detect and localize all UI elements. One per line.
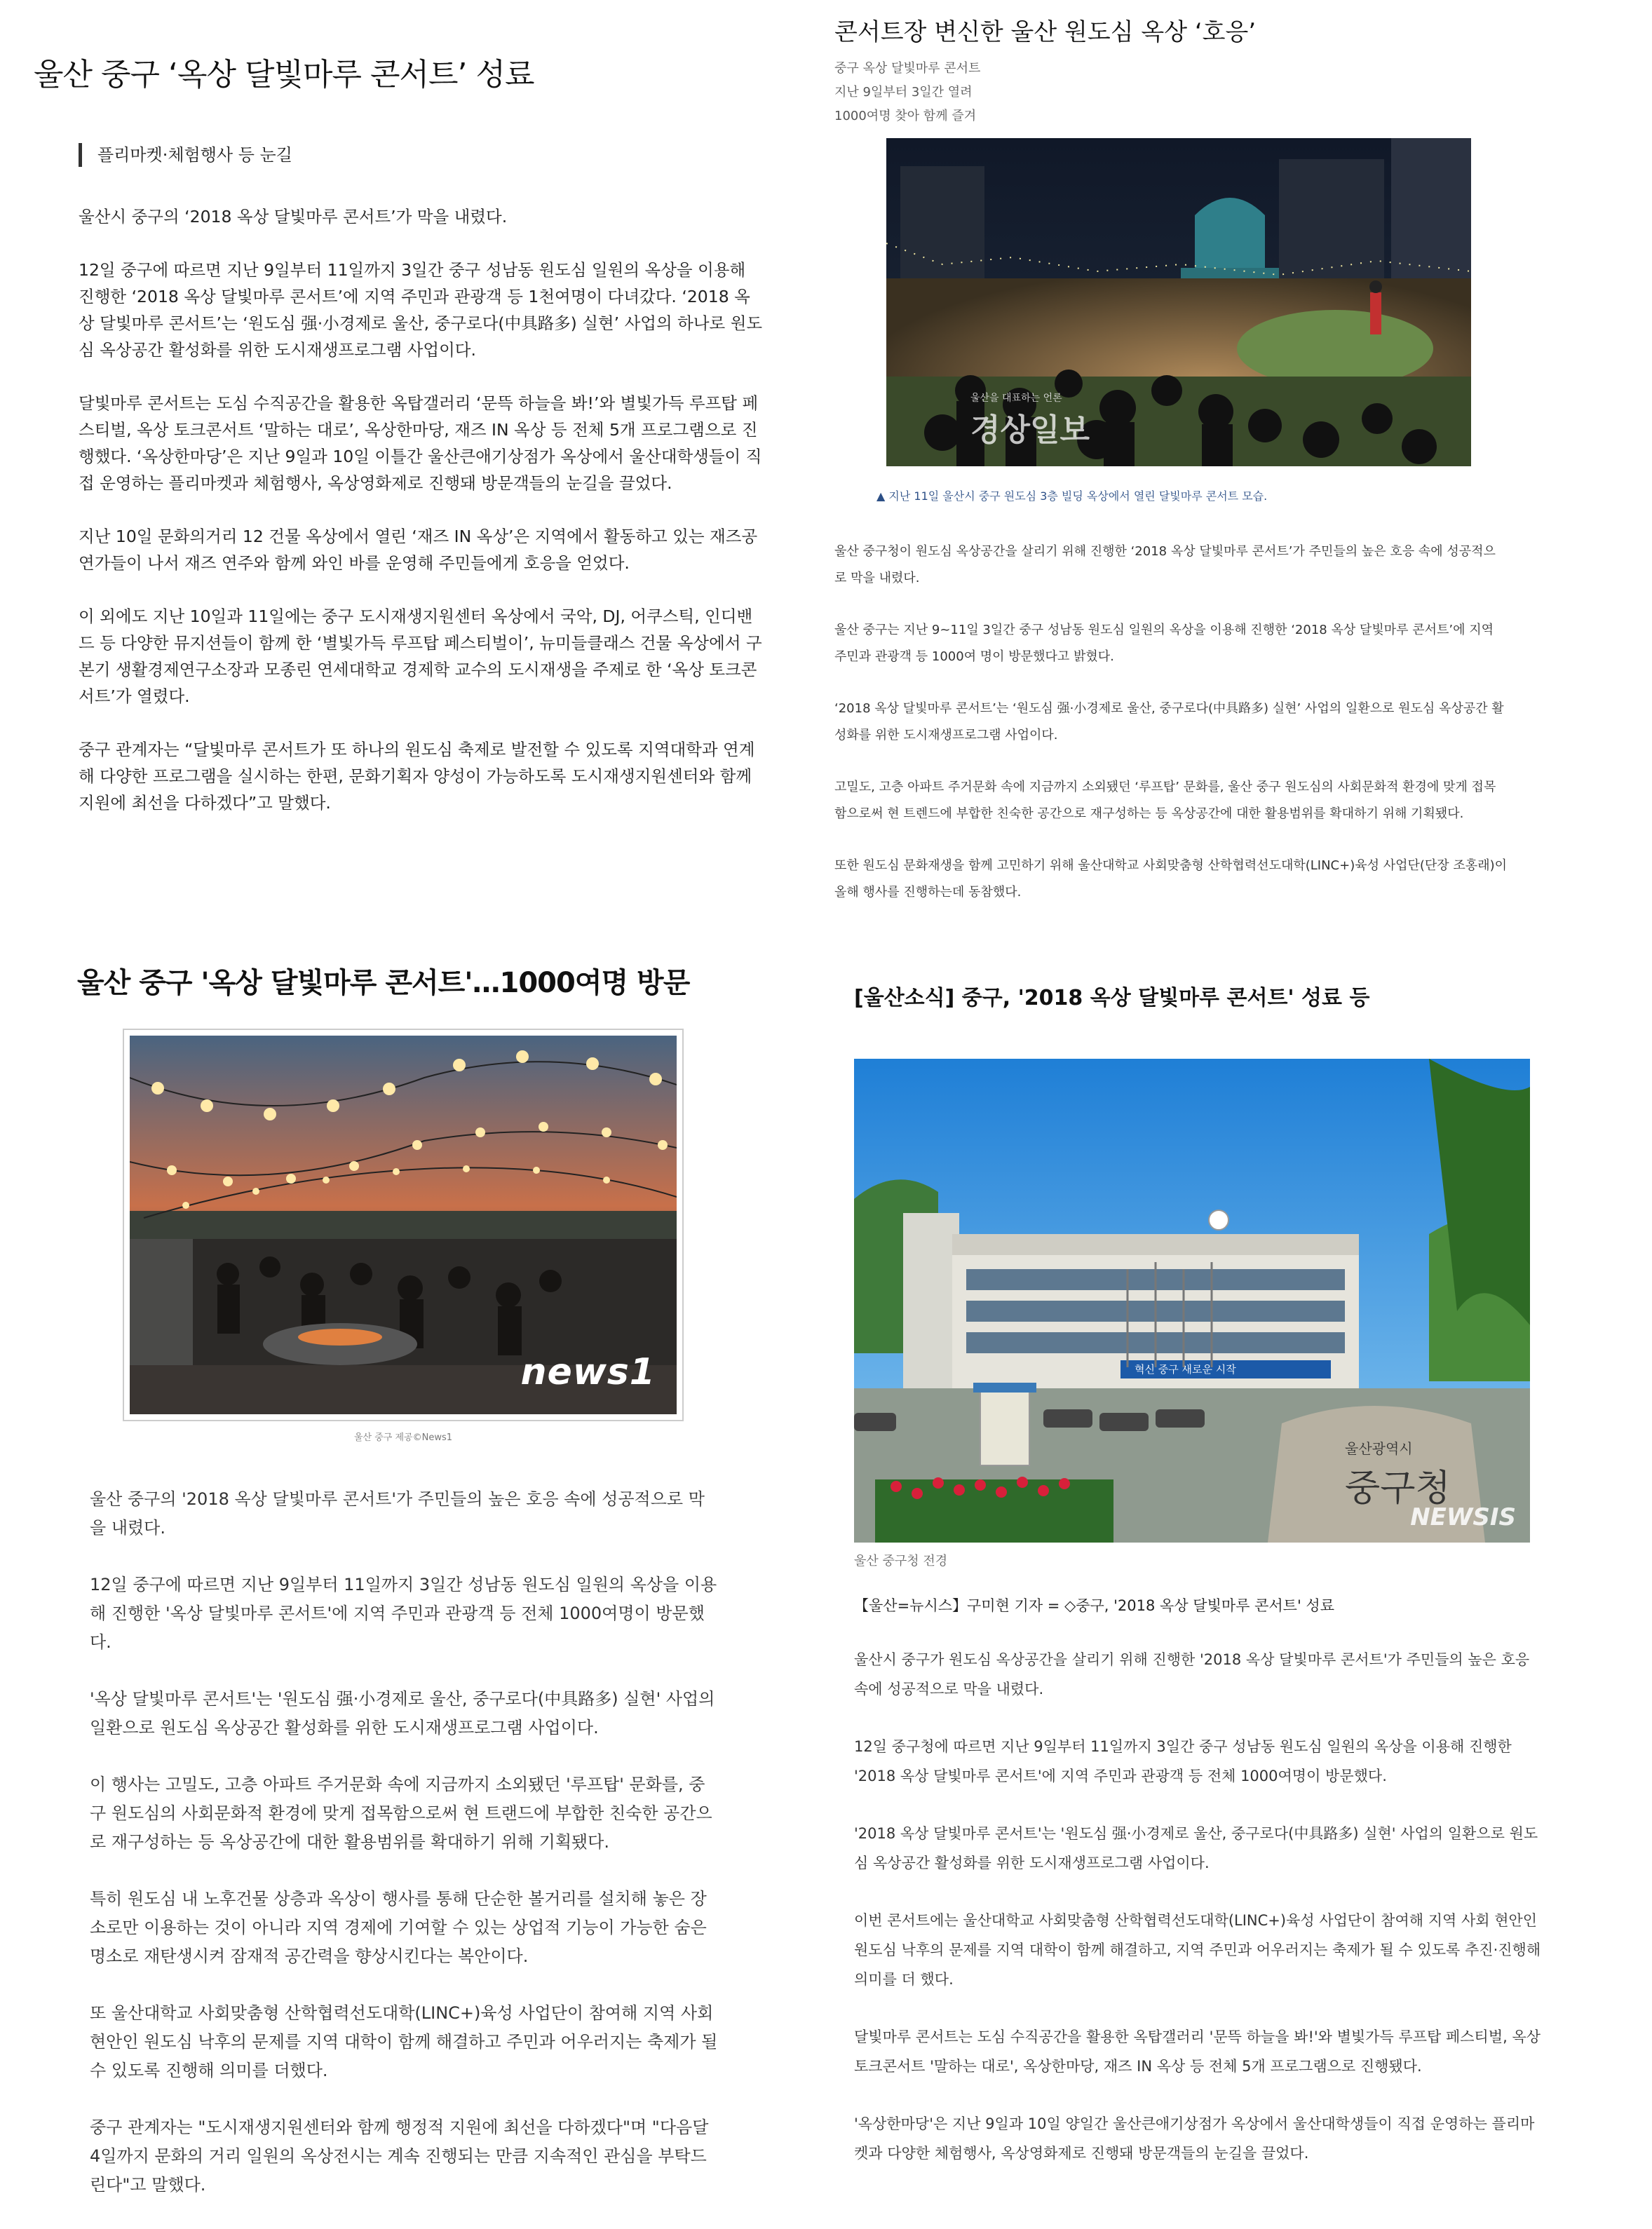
rooftop-concert-photo	[886, 138, 1471, 466]
string-lights-photo	[130, 1036, 677, 1414]
article-4-paragraph: 이번 콘서트에는 울산대학교 사회맞춤형 산학협력선도대학(LINC+)육성 사업단이 참여해 지역 사회 현안인 원도심 낙후의 문제를 지역 대학이 함께 해결하고, 지역 주민과 어우러지는 축제가 될 수 있도록 추진·진행해 의미를 더 했다.	[854, 1912, 1541, 1988]
byline: 【울산=뉴시스】구미현 기자 = ◇중구, '2018 옥상 달빛마루 콘서트' 성료	[854, 1597, 1334, 1614]
photo-caption: 울산 중구 제공©News1	[353, 1432, 452, 1443]
article-1	[34, 49, 763, 843]
article-2-paragraph: ‘2018 옥상 달빛마루 콘서트’는 ‘원도심 强·小경제로 울산, 중구로다(中具路多) 실현’ 사업의 일환으로 원도심 옥상공간 활성화를 위한 도시재생프로그램 사업이다.	[834, 701, 1504, 743]
article-1-paragraph: 달빛마루 콘서트는 도심 수직공간을 활용한 옥탑갤러리 ‘문뜩 하늘을 봐!’와 별빛가득 루프탑 페스티벌, 옥상 토크콘서트 ‘말하는 대로’, 옥상한마당, 재즈 IN 옥상 등 전체 5개 프로그램으로 진행했다. ‘옥상한마당’은 지난 9일과 10일 이틀간 울산큰애기상점가 옥상에서 울산대학생들이 직접 운영하는 플리마켓과 체험행사, 옥상영화제로 진행돼 방문객들의 눈길을 끌었다.	[79, 393, 762, 493]
photo-caption: ▲ 지난 11일 울산시 중구 원도심 3층 빌딩 옥상에서 열린 달빛마루 콘서트 모습.	[876, 489, 1268, 503]
article-1-paragraph: 지난 10일 문화의거리 12 건물 옥상에서 열린 ‘재즈 IN 옥상’은 지역에서 활동하고 있는 재즈공연가들이 나서 재즈 연주와 함께 와인 바를 운영해 주민들에게 호응을 얻었다.	[79, 527, 758, 573]
watermark-small-text: 울산을 대표하는 언론	[970, 393, 1062, 404]
article-1-paragraph: 울산시 중구의 ‘2018 옥상 달빛마루 콘서트’가 막을 내렸다.	[79, 207, 508, 226]
article-4-paragraph: '2018 옥상 달빛마루 콘서트'는 '원도심 强·小경제로 울산, 중구로다(中具路多) 실현' 사업의 일환으로 원도심 옥상공간 활성화를 위한 도시재생프로그램 사업이다.	[854, 1825, 1538, 1871]
photo-caption: 울산 중구청 전경	[854, 1554, 948, 1569]
article-3-paragraph: 울산 중구의 '2018 옥상 달빛마루 콘서트'가 주민들의 높은 호응 속에 성공적으로 막을 내렸다.	[90, 1489, 705, 1538]
building-banner: 혁신 중구 새로운 시작	[1135, 1363, 1236, 1376]
article-1-paragraph: 이 외에도 지난 10일과 11일에는 중구 도시재생지원센터 옥상에서 국악, DJ, 어쿠스틱, 인디밴드 등 다양한 뮤지션들이 함께 한 ‘별빛가득 루프탑 페스티벌이’, 뉴미들클래스 건물 옥상에서 구본기 생활경제연구소장과 모종린 연세대학교 경제학 교수의 도시재생을 주제로 한 ‘옥상 토크콘서트’가 열렸다.	[79, 607, 762, 706]
article-2-paragraph: 울산 중구청이 원도심 옥상공간을 살리기 위해 진행한 ‘2018 옥상 달빛마루 콘서트’가 주민들의 높은 호응 속에 성공적으로 막을 내렸다.	[834, 544, 1496, 585]
article-4-paragraph: 달빛마루 콘서트는 도심 수직공간을 활용한 옥탑갤러리 '문뜩 하늘을 봐!'와 별빛가득 루프탑 페스티벌, 옥상 토크콘서트 '말하는 대로', 옥상한마당, 재즈 IN 옥상 등 전체 5개 프로그램으로 진행됐다.	[854, 2028, 1541, 2075]
article-2-title: 콘서트장 변신한 울산 원도심 옥상 ‘호응’	[834, 18, 1257, 46]
article-1-paragraph: 12일 중구에 따르면 지난 9일부터 11일까지 3일간 중구 성남동 원도심 일원의 옥상을 이용해 진행한 ‘2018 옥상 달빛마루 콘서트’에 지역 주민과 관광객 등 1천여명이 다녀갔다. ‘2018 옥상 달빛마루 콘서트’는 ‘원도심 强·小경제로 울산, 중구로다(中具路多) 실현’ 사업의 하나로 원도심 옥상공간 활성화를 위한 도시재생프로그램 사업이다.	[79, 260, 763, 360]
deck-line: 중구 옥상 달빛마루 콘서트	[834, 61, 981, 76]
newsis-watermark: NEWSIS	[1410, 1503, 1516, 1531]
stone-small-text: 울산광역시	[1345, 1440, 1413, 1457]
article-3-paragraph: 중구 관계자는 "도시재생지원센터와 함께 행정적 지원에 최선을 다하겠다"며 "다음달 4일까지 문화의 거리 일원의 옥상전시는 계속 진행되는 만큼 지속적인 관심을 부탁드린다"고 말했다.	[90, 2118, 709, 2195]
article-1-subhead: 플리마켓·체험행사 등 눈길	[79, 143, 763, 167]
article-2	[834, 13, 1536, 931]
article-3-title: 울산 중구 '옥상 달빛마루 콘서트'…1000여명 방문	[77, 967, 690, 999]
article-1-title: 울산 중구 ‘옥상 달빛마루 콘서트’ 성료	[34, 57, 534, 93]
article-4-paragraph: '옥상한마당'은 지난 9일과 10일 양일간 울산큰애기상점가 옥상에서 울산대학생들이 직접 운영하는 플리마켓과 다양한 체험행사, 옥상영화제로 진행돼 방문객들의 눈길을 끌었다.	[854, 2115, 1535, 2162]
article-4-paragraph: 울산시 중구가 원도심 옥상공간을 살리기 위해 진행한 '2018 옥상 달빛마루 콘서트'가 주민들의 높은 호응 속에 성공적으로 막을 내렸다.	[854, 1651, 1530, 1698]
article-3-paragraph: 또 울산대학교 사회맞춤형 산학협력선도대학(LINC+)육성 사업단이 참여해 지역 사회 현안인 원도심 낙후의 문제를 지역 대학이 함께 해결하고 주민과 어우러지는 축제가 될 수 있도록 진행해 의미를 더했다.	[90, 2003, 718, 2080]
city-hall-photo	[854, 1059, 1530, 1543]
article-2-paragraph: 또한 원도심 문화재생을 함께 고민하기 위해 울산대학교 사회맞춤형 산학협력선도대학(LINC+)육성 사업단(단장 조홍래)이 올해 행사를 진행하는데 동참했다.	[834, 858, 1507, 900]
deck-line: 1000여명 찾아 함께 즐겨	[834, 109, 977, 123]
article-3	[77, 961, 729, 2228]
newspaper-watermark: 경상일보	[970, 412, 1090, 448]
article-1-paragraph: 중구 관계자는 “달빛마루 콘서트가 또 하나의 원도심 축제로 발전할 수 있도록 지역대학과 연계해 다양한 프로그램을 실시하는 한편, 문화기획자 양성이 가능하도록 도시재생지원센터와 함께 지원에 최선을 다하겠다”고 말했다.	[79, 740, 755, 813]
article-4	[854, 980, 1541, 2196]
news1-watermark: news1	[520, 1351, 656, 1393]
article-3-paragraph: 특히 원도심 내 노후건물 상층과 옥상이 행사를 통해 단순한 볼거리를 설치해 놓은 장소로만 이용하는 것이 아니라 지역 경제에 기여할 수 있는 상업적 기능이 가능한 숨은 명소로 재탄생시켜 잠재적 공간력을 향상시킨다는 복안이다.	[90, 1889, 707, 1966]
article-3-paragraph: 이 행사는 고밀도, 고층 아파트 주거문화 속에 지금까지 소외됐던 '루프탑' 문화를, 중구 원도심의 사회문화적 환경에 맞게 접목함으로써 현 트랜드에 부합한 친숙한 공간으로 재구성하는 등 옥상공간에 대한 활용범위를 확대하기 위해 기획됐다.	[90, 1775, 712, 1852]
article-2-paragraph: 울산 중구는 지난 9~11일 3일간 중구 성남동 원도심 일원의 옥상을 이용해 진행한 ‘2018 옥상 달빛마루 콘서트’에 지역 주민과 관광객 등 1000여 명이 방문했다고 밝혔다.	[834, 623, 1494, 664]
article-2-paragraph: 고밀도, 고층 아파트 주거문화 속에 지금까지 소외됐던 ‘루프탑’ 문화를, 울산 중구 원도심의 사회문화적 환경에 맞게 접목함으로써 현 트렌드에 부합한 친숙한 공간으로 재구성하는 등 옥상공간에 대한 활용범위를 확대하기 위해 기획됐다.	[834, 780, 1496, 821]
deck-line: 지난 9일부터 3일간 열려	[834, 85, 973, 100]
article-2-deck	[834, 57, 1536, 128]
article-4-title: [울산소식] 중구, '2018 옥상 달빛마루 콘서트' 성료 등	[854, 986, 1370, 1010]
article-4-paragraph: 12일 중구청에 따르면 지난 9일부터 11일까지 3일간 중구 성남동 원도심 일원의 옥상을 이용해 진행한 '2018 옥상 달빛마루 콘서트'에 지역 주민과 관광객 등 전체 1000여명이 방문했다.	[854, 1738, 1512, 1784]
stone-sign-text: 중구청	[1345, 1468, 1451, 1510]
article-3-paragraph: '옥상 달빛마루 콘서트'는 '원도심 强·小경제로 울산, 중구로다(中具路多) 실현' 사업의 일환으로 원도심 옥상공간 활성화를 위한 도시재생프로그램 사업이다.	[90, 1689, 715, 1737]
photo-frame	[123, 1029, 684, 1421]
article-3-paragraph: 12일 중구에 따르면 지난 9일부터 11일까지 3일간 성남동 원도심 일원의 옥상을 이용해 진행한 '옥상 달빛마루 콘서트'에 지역 주민과 관광객 등 전체 1000여명이 방문했다.	[90, 1575, 717, 1652]
